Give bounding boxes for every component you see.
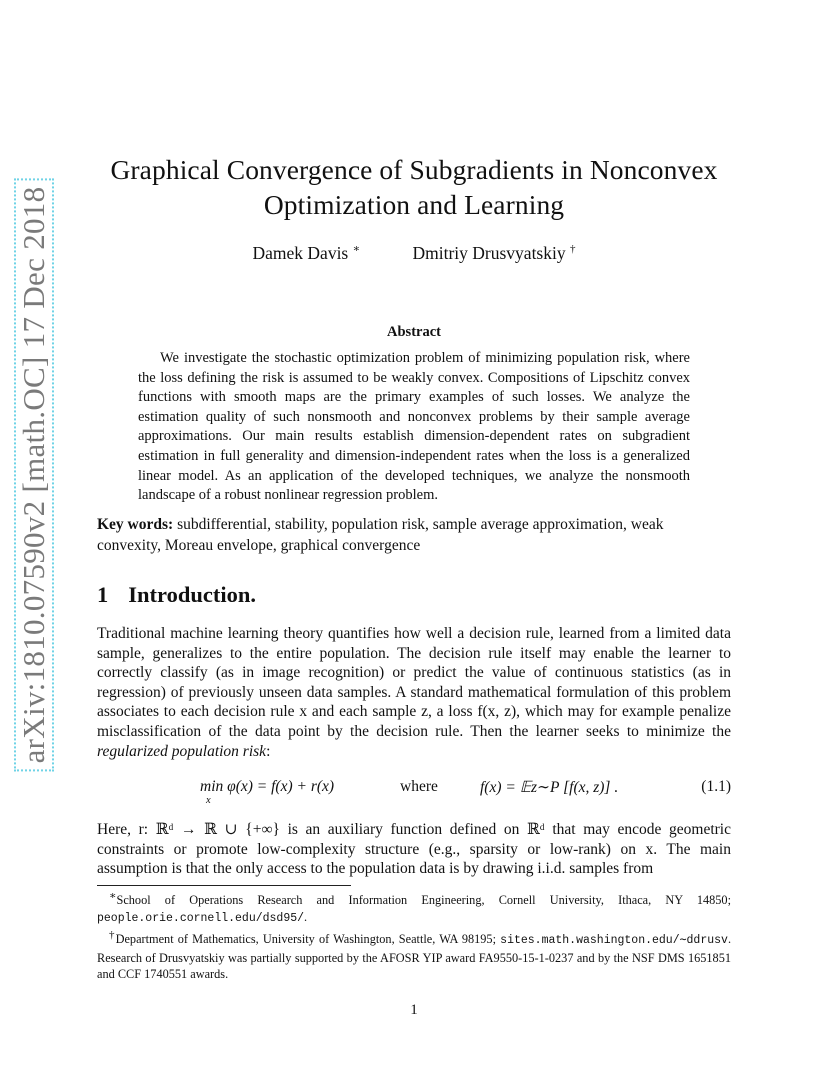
author-footnote-mark[interactable]: † (569, 243, 576, 255)
page-number: 1 (410, 1002, 418, 1018)
footnote-mark: ∗ (109, 890, 117, 902)
author-name: Dmitriy Drusvyatskiy (412, 242, 566, 263)
footnote-link[interactable]: people.orie.cornell.edu/dsd95/ (97, 911, 305, 925)
arxiv-stamp (14, 186, 54, 764)
footnotes (97, 888, 731, 983)
footnote-tail: . Research of Drusvyatskiy was partially supported by the AFOSR YIP award FA9550-15-1-0237 and by the NSF DMS 1651851 and CCF 1740551 awards. (97, 932, 732, 982)
author-davis (253, 243, 361, 263)
intro-paragraph-1 (97, 624, 731, 761)
keywords-label: Key words: (97, 516, 174, 533)
intro-text-tail: : (266, 742, 271, 760)
author-name: Damek Davis (252, 242, 349, 263)
author-footnote-mark[interactable]: ∗ (352, 243, 361, 255)
equation-subscript: x (206, 795, 211, 806)
footnote-link[interactable]: sites.math.washington.edu/∼ddrusv (500, 934, 728, 948)
keywords (97, 514, 731, 556)
footnote-tail: . (304, 909, 308, 924)
footnote-text: School of Operations Research and Information Engineering, Cornell University, Ithaca, NY 14850; (116, 893, 731, 908)
footnote-rule (97, 885, 351, 886)
equation-main: min φ(x) = f(x) + r(x) (200, 778, 335, 795)
author-drusvyatskiy (412, 243, 575, 263)
footnote-mark: † (109, 929, 116, 942)
equation-1-1 (97, 776, 731, 806)
keywords-text: subdifferential, stability, population risk, sample average approximation, weak convexity, Moreau envelope, graphical convergence (97, 516, 664, 554)
footnote-1 (97, 888, 731, 927)
paper-title: Graphical Convergence of Subgradients in Nonconvex Optimization and Learning (110, 154, 718, 220)
intro-emphasis: regularized population risk (97, 742, 267, 760)
arxiv-stamp-text[interactable]: arXiv:1810.07590v2 [math.OC] 17 Dec 2018 (14, 179, 54, 772)
intro-paragraph-2: Here, r: ℝᵈ → ℝ ∪ {+∞} is an auxiliary function defined on ℝᵈ that may encode geometric constraints or promote low-complexity structure (e.g., sparsity or low-rank) on x. The main assumption is that the only access to the population data is by drawing i.i.d. samples from (97, 821, 731, 878)
footnote-text: Department of Mathematics, University of Washington, Seattle, WA 98195; (115, 932, 497, 947)
section-title: Introduction. (128, 582, 256, 607)
author-list (80, 242, 748, 264)
section-number: 1 (97, 582, 109, 607)
abstract-heading: Abstract (387, 324, 441, 340)
equation-where: where (400, 778, 438, 795)
equation-definition: f(x) = 𝔼z∼P [f(x, z)] . (480, 779, 619, 796)
section-heading (97, 582, 256, 608)
footnote-2 (97, 927, 731, 983)
abstract-text: We investigate the stochastic optimization problem of minimizing population risk, where the loss defining the risk is assumed to be weakly convex. Compositions of Lipschitz convex functions with smooth maps are the primary examples of such losses. We analyze the estimation quality of such nonsmooth and nonconvex problems by their sample average approximations. Our main results establish dimension-dependent rates on subgradient estimation in full generality and dimension-independent rates when the loss is a generalized linear model. As an application of the developed techniques, we analyze the nonsmooth landscape of a robust nonlinear regression problem. (138, 350, 690, 504)
intro-text: Traditional machine learning theory quantifies how well a decision rule, learned from a limited data sample, generalizes to the entire population. The decision rule itself may enable the learner to correctly classify (as in image recognition) or predict the value of continuous statistics (as in regression) of previously unseen data samples. A standard mathematical formulation of this problem associates to each decision rule x and each sample z, a loss f(x, z), which may for example penalize misclassification of the data point by the decision rule. Then the learner seeks to minimize the (97, 625, 731, 740)
equation-label: (1.1) (701, 778, 731, 795)
